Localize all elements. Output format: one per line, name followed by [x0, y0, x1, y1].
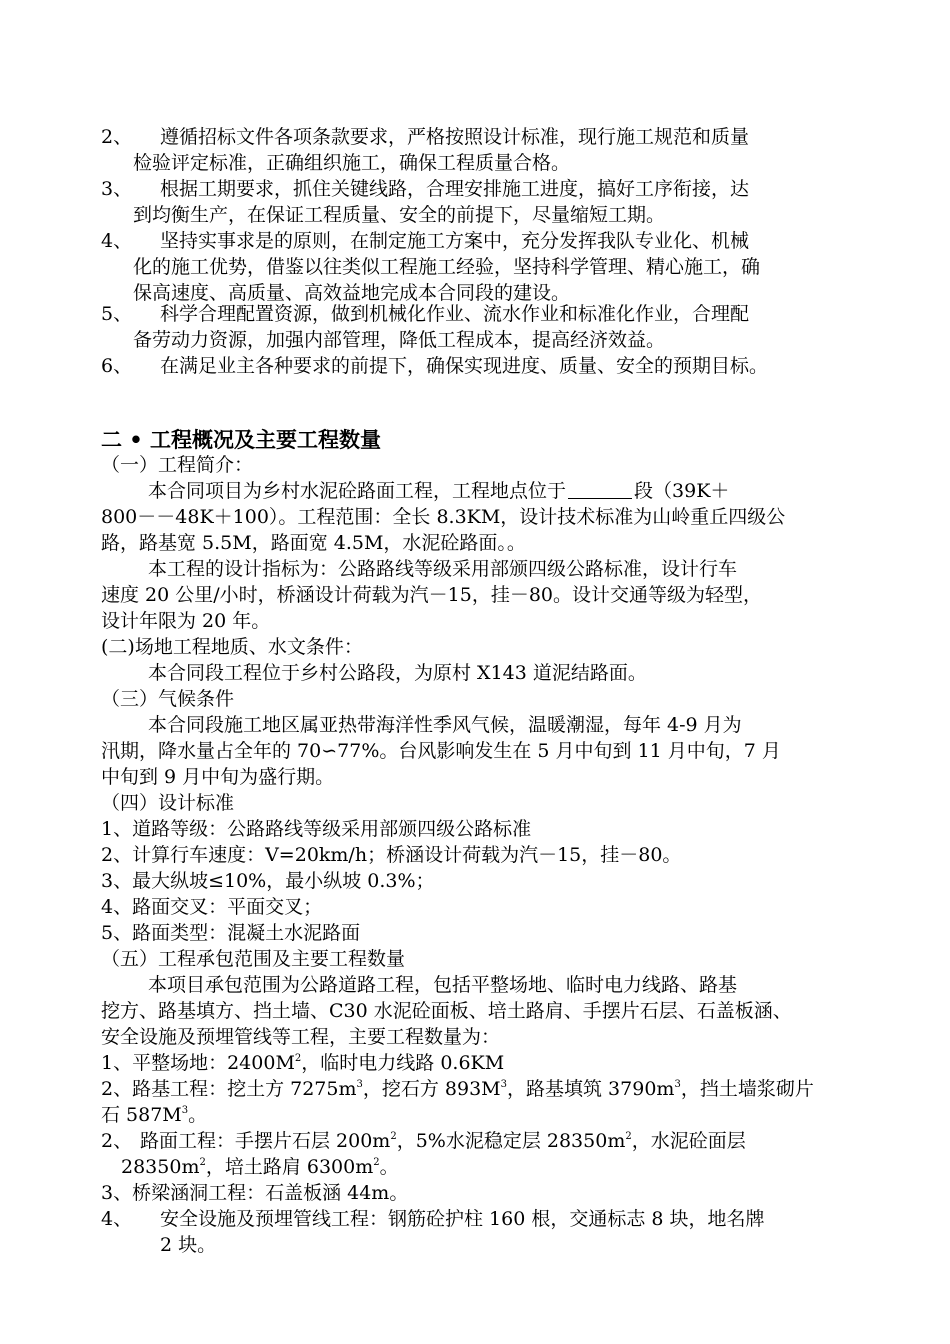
paragraph-text: 本合同项目为乡村水泥砼路面工程，工程地点位于	[148, 480, 567, 502]
quantity-item: 安全设施及预埋管线工程：钢筋砼护柱 160 根，交通标志 8 块，地名牌	[160, 1208, 765, 1230]
superscript: 3	[181, 1105, 189, 1116]
paragraph-line: 本工程的设计指标为：公路路线等级采用部颁四级公路标准，设计行车	[148, 558, 738, 580]
paragraph-line: 安全设施及预埋管线等工程，主要工程数量为：	[101, 1026, 501, 1048]
superscript: 2	[294, 1053, 302, 1064]
subsection-title: （三）气候条件	[101, 688, 235, 710]
list-number: 3、	[101, 178, 133, 200]
list-item-text: 化的施工优势，借鉴以往类似工程施工经验，坚持科学管理、精心施工，确	[133, 256, 761, 278]
quantity-item	[101, 1102, 207, 1128]
quantity-item	[101, 1076, 814, 1102]
quantity-text: ，水泥砼面层	[631, 1130, 746, 1152]
paragraph-text: 段（39K＋	[634, 480, 730, 502]
quantity-text: 石 587M	[101, 1104, 182, 1126]
list-item-text: 根据工期要求，抓住关键线路，合理安排施工进度，搞好工序衔接，达	[160, 178, 750, 200]
paragraph-line: 本合同段施工地区属亚热带海洋性季风气候，温暖潮湿，每年 4-9 月为	[148, 714, 742, 736]
list-item-text: 遵循招标文件各项条款要求，严格按照设计标准，现行施工规范和质量	[160, 126, 750, 148]
quantity-item: 3、桥梁涵洞工程：石盖板涵 44m。	[101, 1182, 409, 1204]
quantity-text: 。	[379, 1156, 399, 1178]
superscript: 3	[500, 1079, 508, 1090]
quantity-text: 2、路基工程：挖土方 7275m	[101, 1078, 357, 1100]
paragraph-line: 中旬到 9 月中旬为盛行期。	[101, 766, 335, 788]
list-number: 5、	[101, 303, 133, 325]
blank-underline	[568, 478, 632, 499]
paragraph-line: 本项目承包范围为公路道路工程，包括平整场地、临时电力线路、路基	[148, 974, 738, 996]
list-number: 2、	[101, 1130, 133, 1152]
quantity-text: ，挡土墙浆砌片	[680, 1078, 814, 1100]
list-item-text: 坚持实事求是的原则，在制定施工方案中，充分发挥我队专业化、机械	[160, 230, 750, 252]
quantity-item	[101, 1050, 504, 1076]
paragraph-line: 挖方、路基填方、挡土墙、C30 水泥砼面板、培土路肩、手摆片石层、石盖板涵、	[101, 1000, 792, 1022]
list-item-text: 备劳动力资源，加强内部管理，降低工程成本，提高经济效益。	[133, 329, 666, 351]
quantity-text: ，挖石方 893M	[362, 1078, 501, 1100]
standard-item: 1、道路等级：公路路线等级采用部颁四级公路标准	[101, 818, 532, 840]
paragraph-line: 速度 20 公里/小时，桥涵设计荷载为汽－15，挂－80。设计交通等级为轻型，	[101, 584, 763, 606]
superscript: 2	[625, 1131, 632, 1142]
paragraph-line: 汛期，降水量占全年的 70∽77%。台风影响发生在 5 月中旬到 11 月中旬，7 月	[101, 740, 781, 762]
list-item-text: 检验评定标准，正确组织施工，确保工程质量合格。	[133, 152, 571, 174]
paragraph-line	[148, 478, 729, 504]
superscript: 2	[199, 1157, 206, 1168]
quantity-text: 28350m	[121, 1156, 200, 1178]
superscript: 2	[373, 1157, 380, 1168]
paragraph-line: 800－－48K＋100）。工程范围：全长 8.3KM，设计技术标准为山岭重丘四级公	[101, 506, 786, 528]
list-item-text: 科学合理配置资源，做到机械化作业、流水作业和标准化作业，合理配	[160, 303, 750, 325]
superscript: 2	[390, 1131, 397, 1142]
subsection-title: （一）工程简介：	[101, 454, 254, 476]
quantity-text: ，5%水泥稳定层 28350m	[396, 1130, 626, 1152]
quantity-text: ，培土路肩 6300m	[205, 1156, 374, 1178]
standard-item: 2、计算行车速度：V=20km/h；桥涵设计荷载为汽－15，挂－80。	[101, 844, 682, 866]
quantity-text: 路面工程：手摆片石层 200m	[140, 1130, 391, 1152]
paragraph-line: 路，路基宽 5.5M，路面宽 4.5M，水泥砼路面。。	[101, 532, 526, 554]
list-number: 6、	[101, 355, 133, 377]
subsection-title: （四）设计标准	[101, 792, 235, 814]
section-heading: 二 • 工程概况及主要工程数量	[101, 428, 382, 452]
quantity-text: ，路基填筑 3790m	[507, 1078, 675, 1100]
list-number: 2、	[101, 126, 133, 148]
list-item-text: 保高速度、高质量、高效益地完成本合同段的建设。	[133, 282, 571, 304]
quantity-item	[121, 1154, 399, 1180]
standard-item: 3、最大纵坡≤10%，最小纵坡 0.3%；	[101, 870, 435, 892]
quantity-item	[140, 1128, 746, 1154]
paragraph-line: 本合同段工程位于乡村公路段，为原村 X143 道泥结路面。	[148, 662, 647, 684]
subsection-title: (二)场地工程地质、水文条件：	[101, 636, 363, 658]
list-number: 4、	[101, 1208, 133, 1230]
list-number: 4、	[101, 230, 133, 252]
quantity-text: 。	[188, 1104, 208, 1126]
quantity-item: 2 块。	[160, 1234, 217, 1256]
list-item-text: 到均衡生产，在保证工程质量、安全的前提下，尽量缩短工期。	[133, 204, 666, 226]
superscript: 3	[356, 1079, 363, 1090]
superscript: 3	[674, 1079, 681, 1090]
standard-item: 5、路面类型：混凝土水泥路面	[101, 922, 361, 944]
paragraph-line: 设计年限为 20 年。	[101, 610, 271, 632]
quantity-text: ，临时电力线路 0.6KM	[301, 1052, 505, 1074]
standard-item: 4、路面交叉：平面交叉；	[101, 896, 323, 918]
quantity-text: 1、平整场地：2400M	[101, 1052, 295, 1074]
subsection-title: （五）工程承包范围及主要工程数量	[101, 948, 406, 970]
list-item-text: 在满足业主各种要求的前提下，确保实现进度、质量、安全的预期目标。	[160, 355, 769, 377]
